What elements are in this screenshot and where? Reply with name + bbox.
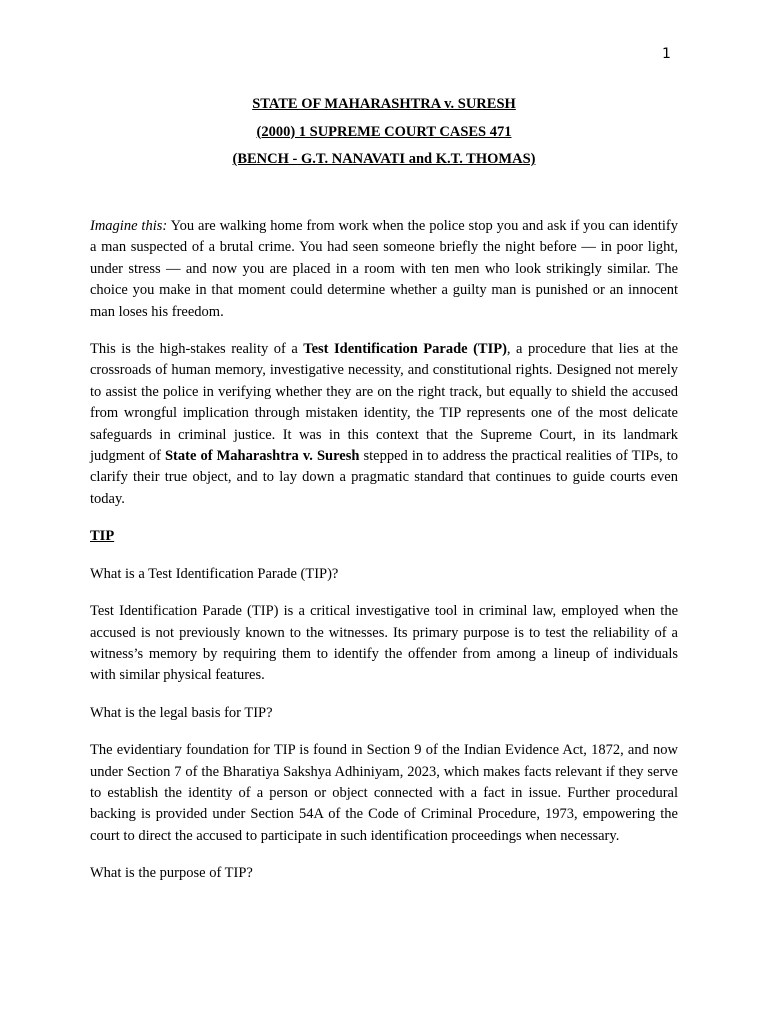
context-case-name: State of Maharashtra v. Suresh xyxy=(164,448,360,465)
context-text-1: This is the high-stakes reality of a xyxy=(90,341,304,358)
intro-text: You are walking home from work when the police stop you and ask if you can identify a man suspected of a brutal crime. You had seen someone briefly the night before — in poor light, under stress — and now you are placed in a room with ten men who look strikingly similar. The choice you make in that moment could determine whether a guilty man is punished or an innocent man loses his freedom. xyxy=(90,218,678,320)
question-2: What is the legal basis for TIP? xyxy=(90,704,273,721)
answer-2: The evidentiary foundation for TIP is found in Section 9 of the Indian Evidence Act, 1872, and now under Section 7 of the Bharatiya Sakshya Adhiniyam, 2023, which makes facts relevant if they serve to establish the identity of a person or object connected with a fact in issue. Further procedural backing is provided under Section 54A of the Code of Criminal Procedure, 1973, empowering the court to direct the accused to participate in such identification proceedings when necessary. xyxy=(90,742,678,844)
document-body xyxy=(90,216,678,901)
case-title: STATE OF MAHARASHTRA v. SURESH xyxy=(252,96,516,112)
intro-lead: Imagine this: xyxy=(90,218,168,234)
case-bench: (BENCH - G.T. NANAVATI and K.T. THOMAS) xyxy=(232,151,536,167)
context-paragraph xyxy=(90,339,678,510)
case-citation: (2000) 1 SUPREME COURT CASES 471 xyxy=(256,123,512,140)
context-text-2: , a procedure that lies at the crossroads of human memory, investigative necessity, and constitutional rights. Designed not merely to assist the police in verifying whether they are on the right track, but equally to shield the accused from wrongful implication through mistaken identity, the TIP represents one of the most delicate safeguards in criminal justice. It was in this context that the Supreme Court, in its landmark judgment of xyxy=(90,341,678,465)
case-title-block xyxy=(90,91,678,174)
question-1: What is a Test Identification Parade (TIP)? xyxy=(90,565,339,582)
intro-paragraph xyxy=(90,216,678,323)
context-text-3: stepped in to address the practical realities of TIPs, to clarify their true object, and to lay down a pragmatic standard that continues to guide courts even today. xyxy=(90,448,678,507)
context-term-tip: Test Identification Parade (TIP) xyxy=(303,341,507,358)
section-heading-tip: TIP xyxy=(90,528,115,545)
page-number: 1 xyxy=(662,46,671,62)
answer-1: Test Identification Parade (TIP) is a critical investigative tool in criminal law, employed when the accused is not previously known to the witnesses. Its primary purpose is to test the reliability of a witness’s memory by requiring them to identify the offender from among a lineup of individuals with similar physical features. xyxy=(90,603,678,684)
question-3: What is the purpose of TIP? xyxy=(90,865,253,882)
